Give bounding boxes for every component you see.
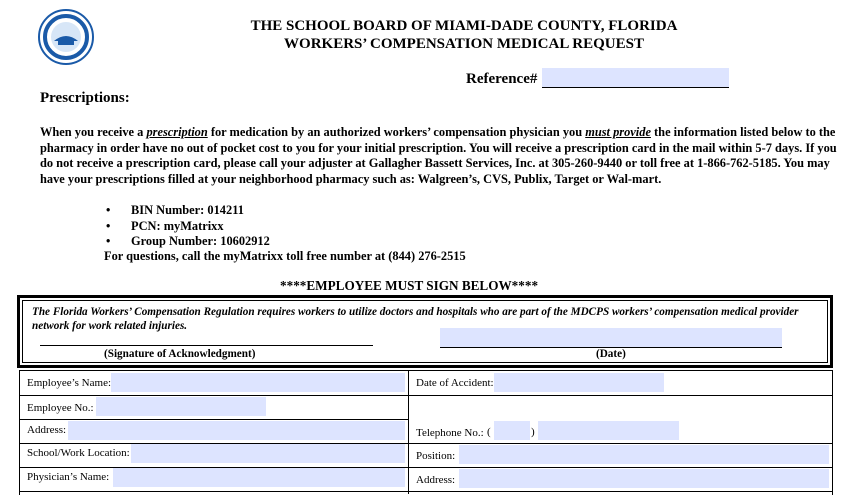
instructions-paragraph	[40, 125, 838, 187]
reference-field[interactable]	[542, 68, 729, 88]
signature-label: (Signature of Acknowledgment)	[104, 348, 256, 360]
address-field[interactable]	[68, 421, 405, 440]
address-right-field[interactable]	[459, 469, 829, 488]
paragraph-part-1: When you receive a	[40, 125, 147, 139]
signature-line[interactable]	[40, 345, 373, 346]
position-field[interactable]	[459, 445, 829, 464]
list-item: • PCN: myMatrixx	[106, 219, 270, 235]
school-board-seal-logo	[38, 9, 94, 65]
list-item: • Group Number: 10602912	[106, 234, 270, 250]
address-label: Address:	[27, 424, 67, 436]
column-divider	[408, 370, 409, 494]
section-title: Prescriptions:	[40, 90, 130, 106]
date-label: (Date)	[596, 348, 626, 360]
reference-label: Reference#	[466, 71, 538, 87]
row-divider	[20, 491, 832, 492]
address-right-label: Address:	[416, 474, 456, 486]
prescription-emphasis: prescription	[146, 125, 208, 139]
row-divider	[20, 419, 409, 420]
position-label: Position:	[416, 450, 456, 462]
employee-name-field[interactable]	[111, 373, 405, 392]
area-code-field[interactable]	[494, 421, 530, 440]
date-of-accident-field[interactable]	[494, 373, 664, 392]
telephone-field[interactable]	[538, 421, 679, 440]
employee-no-label: Employee No.:	[27, 402, 94, 414]
telephone-label: Telephone No.:	[416, 427, 484, 439]
paragraph-part-2: for medication by an authorized workers’ compensation physician you	[207, 125, 586, 139]
title-line-2: WORKERS’ COMPENSATION MEDICAL REQUEST	[284, 36, 644, 52]
list-item: • BIN Number: 014211	[106, 203, 270, 219]
physician-name-label: Physician’s Name:	[27, 471, 110, 483]
employee-no-field[interactable]	[96, 397, 266, 416]
school-location-label: School/Work Location:	[27, 447, 130, 459]
date-field[interactable]	[440, 328, 782, 348]
regulation-text: The Florida Workers’ Compensation Regulation requires workers to utilize doctors and hospitals who are part of the MDCPS workers’ compensation medical provider network for work related injuries.	[32, 306, 799, 332]
pharmacy-info-list	[106, 203, 270, 250]
employee-name-label: Employee’s Name:	[27, 377, 112, 389]
document-title	[200, 17, 728, 53]
school-location-field[interactable]	[131, 444, 405, 463]
date-of-accident-label: Date of Accident:	[416, 377, 494, 389]
physician-name-field[interactable]	[113, 468, 405, 487]
employee-must-sign-heading: ****EMPLOYEE MUST SIGN BELOW****	[280, 278, 539, 293]
telephone-open-paren: (	[487, 426, 491, 438]
paragraph-part-3: the information listed below to the pharmacy in order have no out of pocket cost to you for your initial prescription. You will receive a prescription card in the mail within 5-7 days. If you do not receive a prescription card, please call your adjuster at Gallagher Bassett Services, Inc. at 305-260-9440 or toll free at 1-866-762-5185. You may have your prescriptions filled at your neighborhood pharmacy such as: Walgreen’s, CVS, Publix, Target or Wal-mart.	[40, 125, 837, 186]
row-divider	[20, 395, 832, 396]
telephone-close-paren: )	[531, 426, 535, 438]
must-provide-emphasis: must provide	[585, 125, 651, 139]
questions-note: For questions, call the myMatrixx toll free number at (844) 276-2515	[104, 249, 466, 263]
title-line-1: THE SCHOOL BOARD OF MIAMI-DADE COUNTY, FLORIDA	[250, 18, 678, 34]
